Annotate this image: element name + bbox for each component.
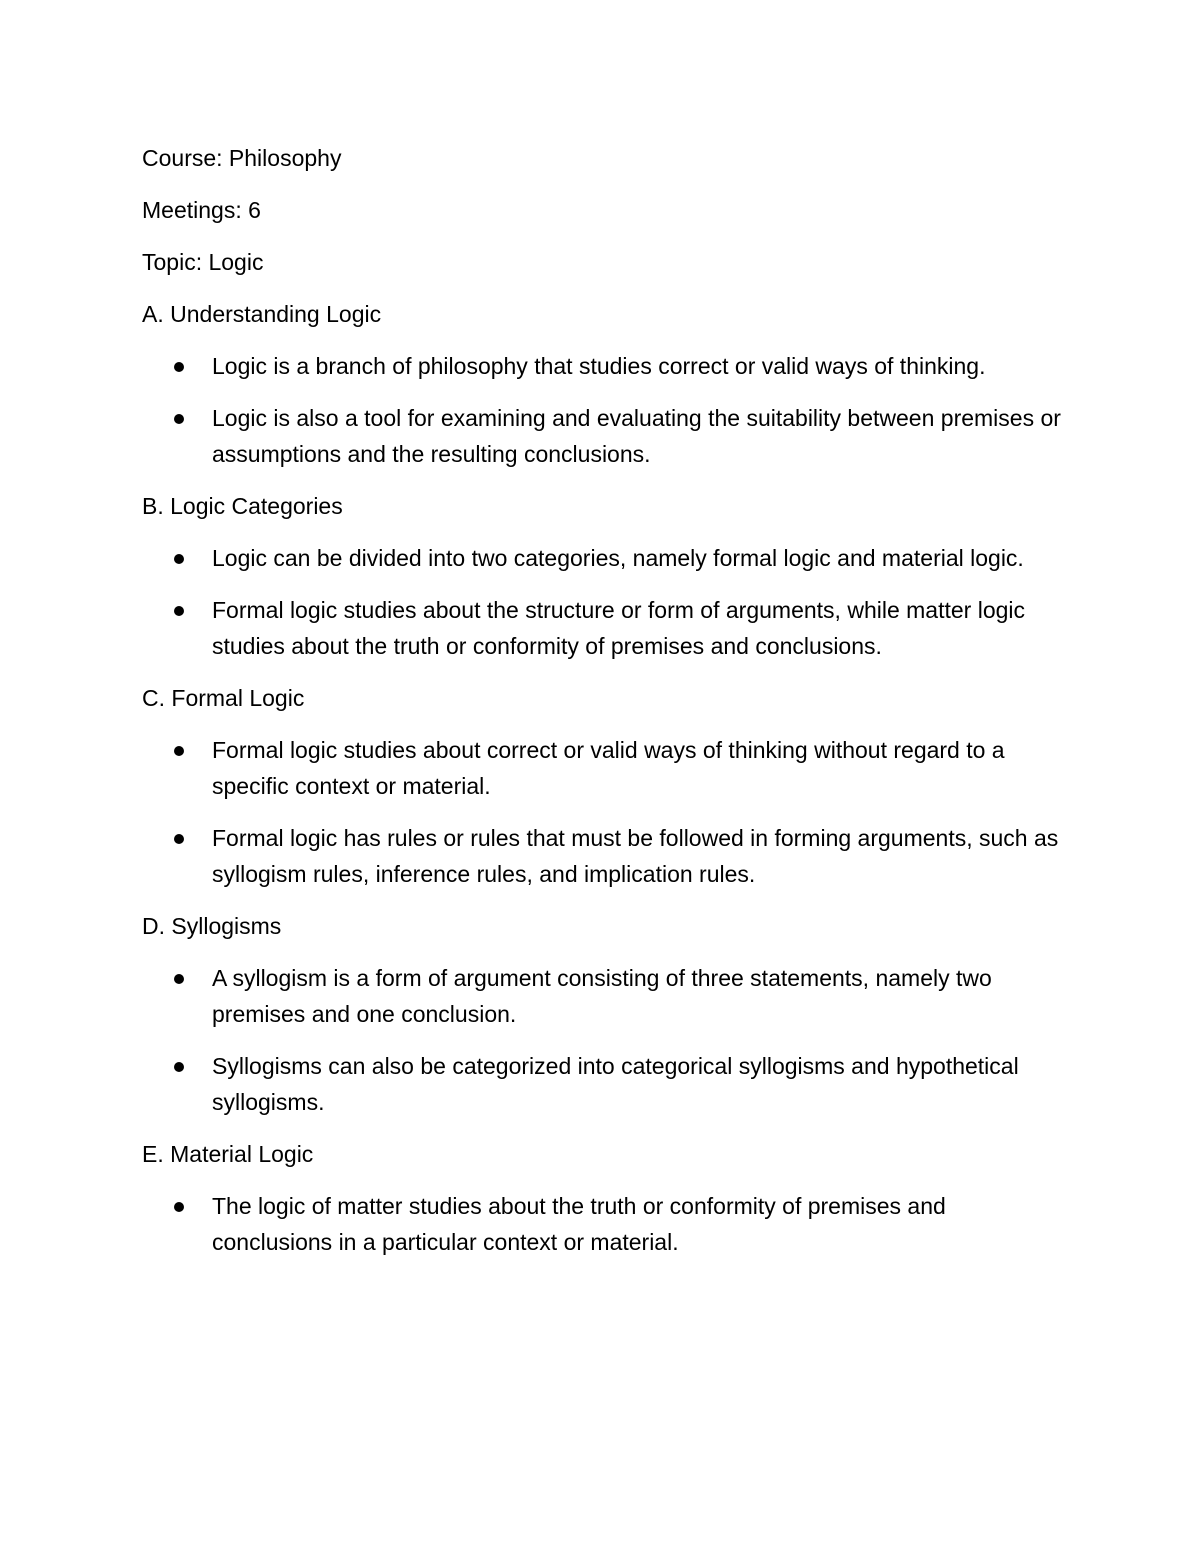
section-heading: D. Syllogisms xyxy=(142,913,282,939)
list-item-text: Logic is also a tool for examining and evaluating the suitability between premises or assumptions and the resulting conclusions. xyxy=(212,405,1061,467)
course-line: Course: Philosophy xyxy=(142,145,342,171)
list-item xyxy=(142,592,1072,664)
list-item-text: Logic is a branch of philosophy that studies correct or valid ways of thinking. xyxy=(212,353,986,379)
list-item-text: The logic of matter studies about the truth or conformity of premises and conclusions in a particular context or material. xyxy=(212,1193,946,1255)
list-item xyxy=(142,732,1072,804)
document-body xyxy=(142,140,1072,1276)
list-item-text: A syllogism is a form of argument consisting of three statements, namely two premises and one conclusion. xyxy=(212,965,992,1027)
list-item xyxy=(142,348,1072,384)
section-heading: E. Material Logic xyxy=(142,1141,314,1167)
meetings-line: Meetings: 6 xyxy=(142,197,261,223)
list-item xyxy=(142,960,1072,1032)
bullet-icon xyxy=(174,1062,184,1072)
section-heading: B. Logic Categories xyxy=(142,493,343,519)
list-item xyxy=(142,400,1072,472)
bullet-list xyxy=(142,732,1072,892)
section-heading: C. Formal Logic xyxy=(142,685,305,711)
section-heading: A. Understanding Logic xyxy=(142,301,382,327)
list-item-text: Syllogisms can also be categorized into categorical syllogisms and hypothetical syllogisms. xyxy=(212,1053,1019,1115)
list-item xyxy=(142,820,1072,892)
section-logic-categories xyxy=(142,488,1072,664)
list-item-text: Logic can be divided into two categories, namely formal logic and material logic. xyxy=(212,545,1024,571)
bullet-list xyxy=(142,540,1072,664)
bullet-list xyxy=(142,1188,1072,1260)
list-item-text: Formal logic studies about the structure or form of arguments, while matter logic studies about the truth or conformity of premises and conclusions. xyxy=(212,597,1026,659)
bullet-icon xyxy=(174,362,184,372)
bullet-icon xyxy=(174,606,184,616)
bullet-icon xyxy=(174,414,184,424)
topic-line: Topic: Logic xyxy=(142,249,264,275)
section-understanding-logic xyxy=(142,296,1072,472)
bullet-icon xyxy=(174,746,184,756)
section-formal-logic xyxy=(142,680,1072,892)
bullet-icon xyxy=(174,1202,184,1212)
bullet-icon xyxy=(174,554,184,564)
list-item xyxy=(142,540,1072,576)
bullet-list xyxy=(142,348,1072,472)
section-syllogisms xyxy=(142,908,1072,1120)
list-item-text: Formal logic studies about correct or valid ways of thinking without regard to a specific context or material. xyxy=(212,737,1005,799)
list-item xyxy=(142,1188,1072,1260)
bullet-list xyxy=(142,960,1072,1120)
bullet-icon xyxy=(174,974,184,984)
list-item xyxy=(142,1048,1072,1120)
list-item-text: Formal logic has rules or rules that must be followed in forming arguments, such as syllogism rules, inference rules, and implication rules. xyxy=(212,825,1059,887)
section-material-logic xyxy=(142,1136,1072,1260)
bullet-icon xyxy=(174,834,184,844)
